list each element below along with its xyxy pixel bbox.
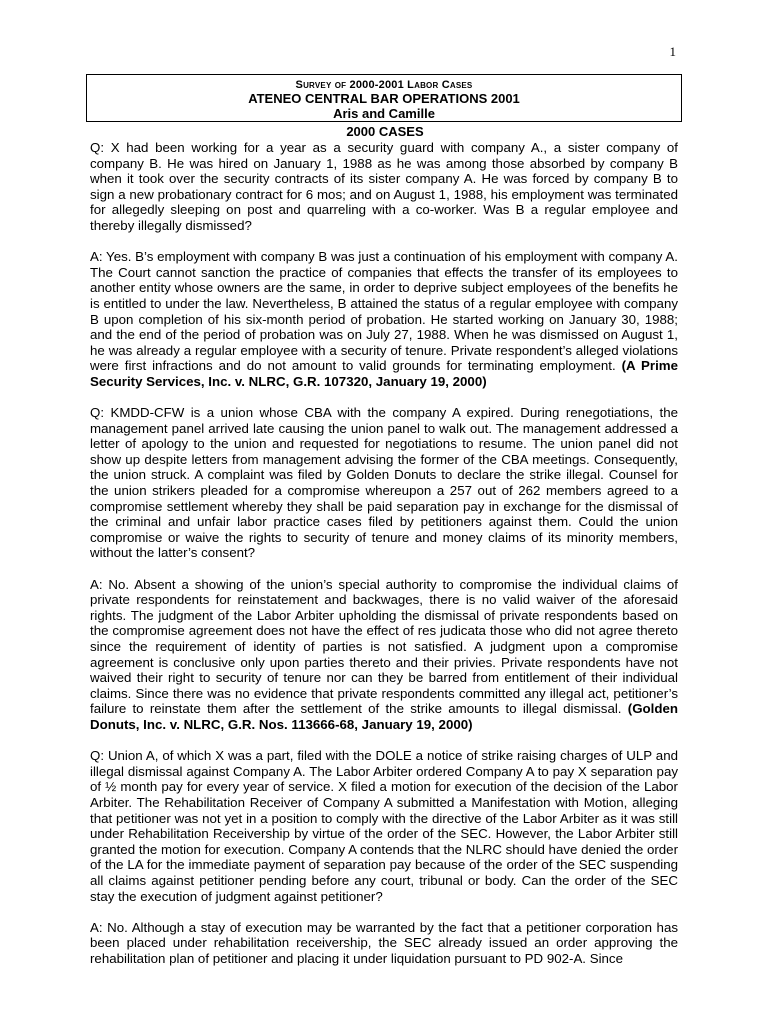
paragraph-q1 xyxy=(90,140,678,234)
case-citation: (Golden Donuts, Inc. v. NLRC, G.R. Nos. 113666-68, January 19, 2000) xyxy=(90,701,678,732)
paragraph-text: Q: KMDD-CFW is a union whose CBA with the company A expired. During renegotiations, the management panel arrived late causing the union panel to walk out. The management addressed a letter of apology to the union and requested for negotiations to resume. The union panel did not show up despite letters from management advising the former of the CBA meetings. Consequently, the union struck. A complaint was filed by Golden Donuts to declare the strike illegal. Counsel for the union strikers pleaded for a compromise whereupon a 257 out of 262 members agreed to a compromise settlement whereby they shall be paid separation pay in exchange for the dismissal of the criminal and unfair labor practice cases filed by petitioners against them. Could the union compromise or waive the rights to security of tenure and money claims of its minority members, without the latter’s consent? xyxy=(90,405,678,561)
paragraph-text: A: No. Absent a showing of the union’s special authority to compromise the individual claims of private respondents for reinstatement and backwages, there is no valid waiver of the aforesaid rights. The judgment of the Labor Arbiter upholding the dismissal of private respondents based on the compromise agreement does not have the effect of res judicata those who did not agree thereto since the requirement of identity of parties is not satisfied. A judgment upon a compromise agreement is conclusive only upon parties thereto and their privies. Private respondents have not waived their right to security of tenure nor can they be barred from entitlement of their individual claims. Since there was no evidence that private respondents committed any illegal act, petitioner’s failure to reinstate them after the settlement of the strike amounts to illegal dismissal. xyxy=(90,576,678,717)
case-citation: (A Prime Security Services, Inc. v. NLRC, G.R. 107320, January 19, 2000) xyxy=(90,358,678,389)
document-body xyxy=(90,140,678,982)
title-box xyxy=(86,74,682,122)
paragraph-a3 xyxy=(90,920,678,967)
survey-title: Survey of 2000-2001 Labor Cases xyxy=(295,79,473,91)
page-number: 1 xyxy=(669,44,676,59)
paragraph-q2 xyxy=(90,405,678,561)
paragraph-text: A: No. Although a stay of execution may be warranted by the fact that a petitioner corporation has been placed under rehabilitation receivership, the SEC already issued an order approving the rehabilitation plan of petitioner and placing it under liquidation pursuant to PD 902-A. Since xyxy=(90,919,678,966)
paragraph-q3 xyxy=(90,748,678,904)
paragraph-text: A: Yes. B’s employment with company B was just a continuation of his employment with company A. The Court cannot sanction the practice of companies that effects the transfer of its employees to another entity whose owners are the same, in order to deprive subject employees of the benefits he is entitled to under the law. Nevertheless, B attained the status of a regular employee with company B upon completion of his six-month period of probation. He started working on January 30, 1988; and the end of the period of probation was on July 27, 1988. When he was dismissed on August 1, he was already a regular employee with a security of tenure. Private respondent’s alleged violations were first infractions and do not amount to valid grounds for terminating employment. xyxy=(90,249,678,374)
paragraph-a2 xyxy=(90,577,678,733)
authors-line: Aris and Camille xyxy=(333,106,435,121)
paragraph-text: Q: Union A, of which X was a part, filed with the DOLE a notice of strike raising charges of ULP and illegal dismissal against Company A. The Labor Arbiter ordered Company A to pay X separation pay of ½ month pay for every year of service. X filed a motion for execution of the decision of the Labor Arbiter. The Rehabilitation Receiver of Company A submitted a Manifestation with Motion, alleging that petitioner was not yet in a position to comply with the directive of the Labor Arbiter as it was still under Rehabilitation Receivership by virtue of the order of the SEC. However, the Labor Arbiter still granted the motion for execution. Company A contends that the NLRC should have denied the order of the LA for the immediate payment of separation pay because of the order of the SEC suspending all claims against petitioner pending before any court, tribunal or body. Can the order of the SEC stay the execution of judgment against petitioner? xyxy=(90,748,678,904)
section-heading: 2000 CASES xyxy=(346,124,424,139)
paragraph-a1 xyxy=(90,249,678,389)
bar-operations-title: ATENEO CENTRAL BAR OPERATIONS 2001 xyxy=(248,91,520,106)
paragraph-text: Q: X had been working for a year as a security guard with company A., a sister company of company B. He was hired on January 1, 1988 as he was among those absorbed by company B when it took over the security contracts of its sister company A. He was forced by company B to sign a new probationary contract for 6 mos; and on August 1, 1988, his employment was terminated for allegedly sleeping on post and quarreling with a co-worker. Was B a regular employee and thereby illegally dismissed? xyxy=(90,140,678,233)
